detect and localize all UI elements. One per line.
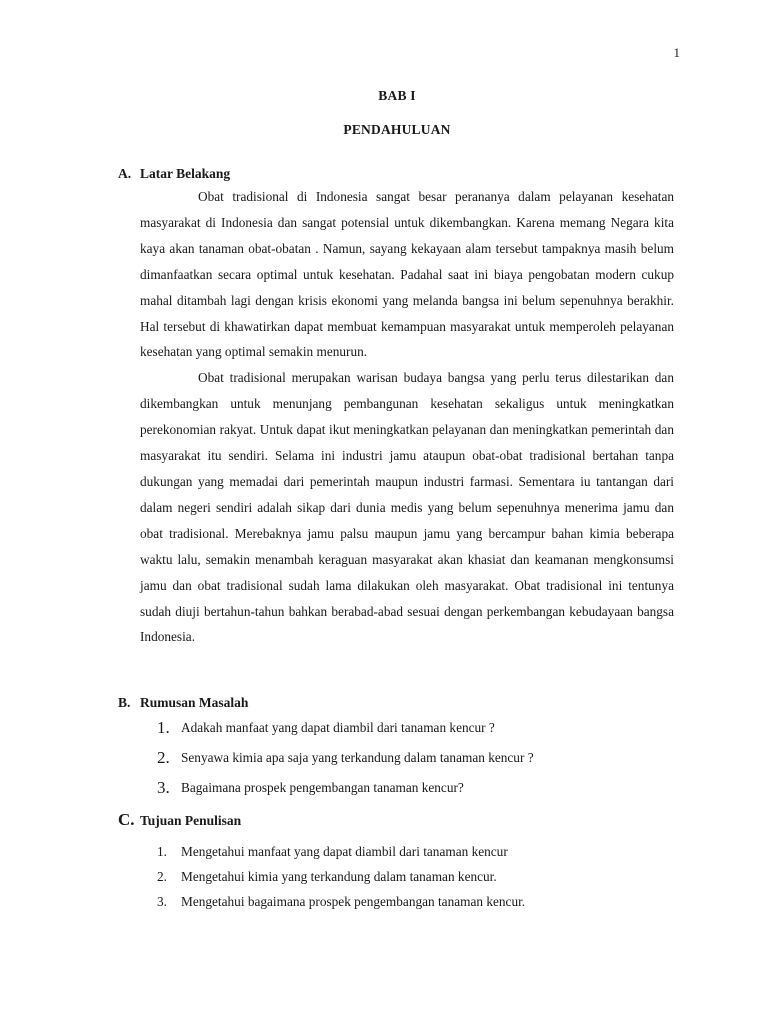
page-number: 1 [673, 45, 680, 60]
section-a-heading [118, 166, 230, 182]
section-b-title: Rumusan Masalah [140, 695, 249, 710]
list-number: 3. [157, 894, 167, 909]
section-a-title: Latar Belakang [140, 166, 231, 181]
list-text: Adakah manfaat yang dapat diambil dari tanaman kencur ? [181, 720, 495, 735]
list-text: Mengetahui kimia yang terkandung dalam tanaman kencur. [181, 869, 497, 884]
section-a-body [140, 184, 674, 650]
list-number: 2. [157, 748, 170, 767]
list-number: 1. [157, 844, 167, 859]
list-text: Senyawa kimia apa saja yang terkandung dalam tanaman kencur ? [181, 750, 534, 765]
section-c-heading [118, 810, 241, 830]
section-a-letter: A. [118, 166, 132, 181]
paragraph: Obat tradisional merupakan warisan budaya bangsa yang perlu terus dilestarikan dan dikembangkan untuk menunjang pembangunan kesehatan sekaligus untuk meningkatkan perekonomian rakyat. Untuk dapat ikut meningkatkan pelayanan dan meningkatkan pemerintah dan masyarakat itu sendiri. Selama ini industri jamu ataupun obat-obat tradisional bertahan tanpa dukungan yang memadai dari pemerintah maupun industri farmasi. Sementara iu tantangan dari dalam negeri sendiri adalah sikap dari dunia medis yang belum sepenuhnya menerima jamu dan obat tradisional. Merebaknya jamu palsu maupun jamu yang bercampur bahan kimia beberapa waktu lalu, semakin menambah keraguan masyarakat akan khasiat dan keamanan mengkonsumsi jamu dan obat tradisional sudah lama dilakukan oleh masyarakat. Obat tradisional ini tentunya sudah diuji bertahun-tahun bahkan berabad-abad sesuai dengan perkembangan kebudayaan bangsa Indonesia. [140, 370, 674, 645]
chapter-heading: BAB I [378, 88, 416, 103]
list-text: Mengetahui bagaimana prospek pengembangan tanaman kencur. [181, 894, 526, 909]
section-b-letter: B. [118, 695, 131, 710]
section-b-heading [118, 695, 248, 711]
list-item [157, 718, 495, 738]
list-text: Mengetahui manfaat yang dapat diambil dari tanaman kencur [181, 844, 508, 859]
list-item [157, 844, 508, 860]
paragraph: Obat tradisional di Indonesia sangat besar perananya dalam pelayanan kesehatan masyarakat di Indonesia dan sangat potensial untuk dikembangkan. Karena memang Negara kita kaya akan tanaman obat-obatan . Namun, sayang kekayaan alam tersebut tampaknya masih belum dimanfaatkan secara optimal untuk kesehatan. Padahal saat ini biaya pengobatan modern cukup mahal ditambah lagi dengan krisis ekonomi yang melanda bangsa ini belum sepenuhnya berakhir. Hal tersebut di khawatirkan dapat membuat kemampuan masyarakat untuk memperoleh pelayanan kesehatan yang optimal semakin menurun. [140, 189, 674, 360]
list-item [157, 778, 464, 798]
list-item [157, 748, 534, 768]
list-number: 2. [157, 869, 167, 884]
section-c-title: Tujuan Penulisan [140, 813, 242, 828]
list-text: Bagaimana prospek pengembangan tanaman kencur? [181, 780, 464, 795]
list-item [157, 869, 497, 885]
section-c-letter: C. [118, 810, 135, 829]
chapter-title: PENDAHULUAN [343, 122, 451, 137]
list-number: 1. [157, 718, 170, 737]
list-number: 3. [157, 778, 170, 797]
list-item [157, 894, 525, 910]
